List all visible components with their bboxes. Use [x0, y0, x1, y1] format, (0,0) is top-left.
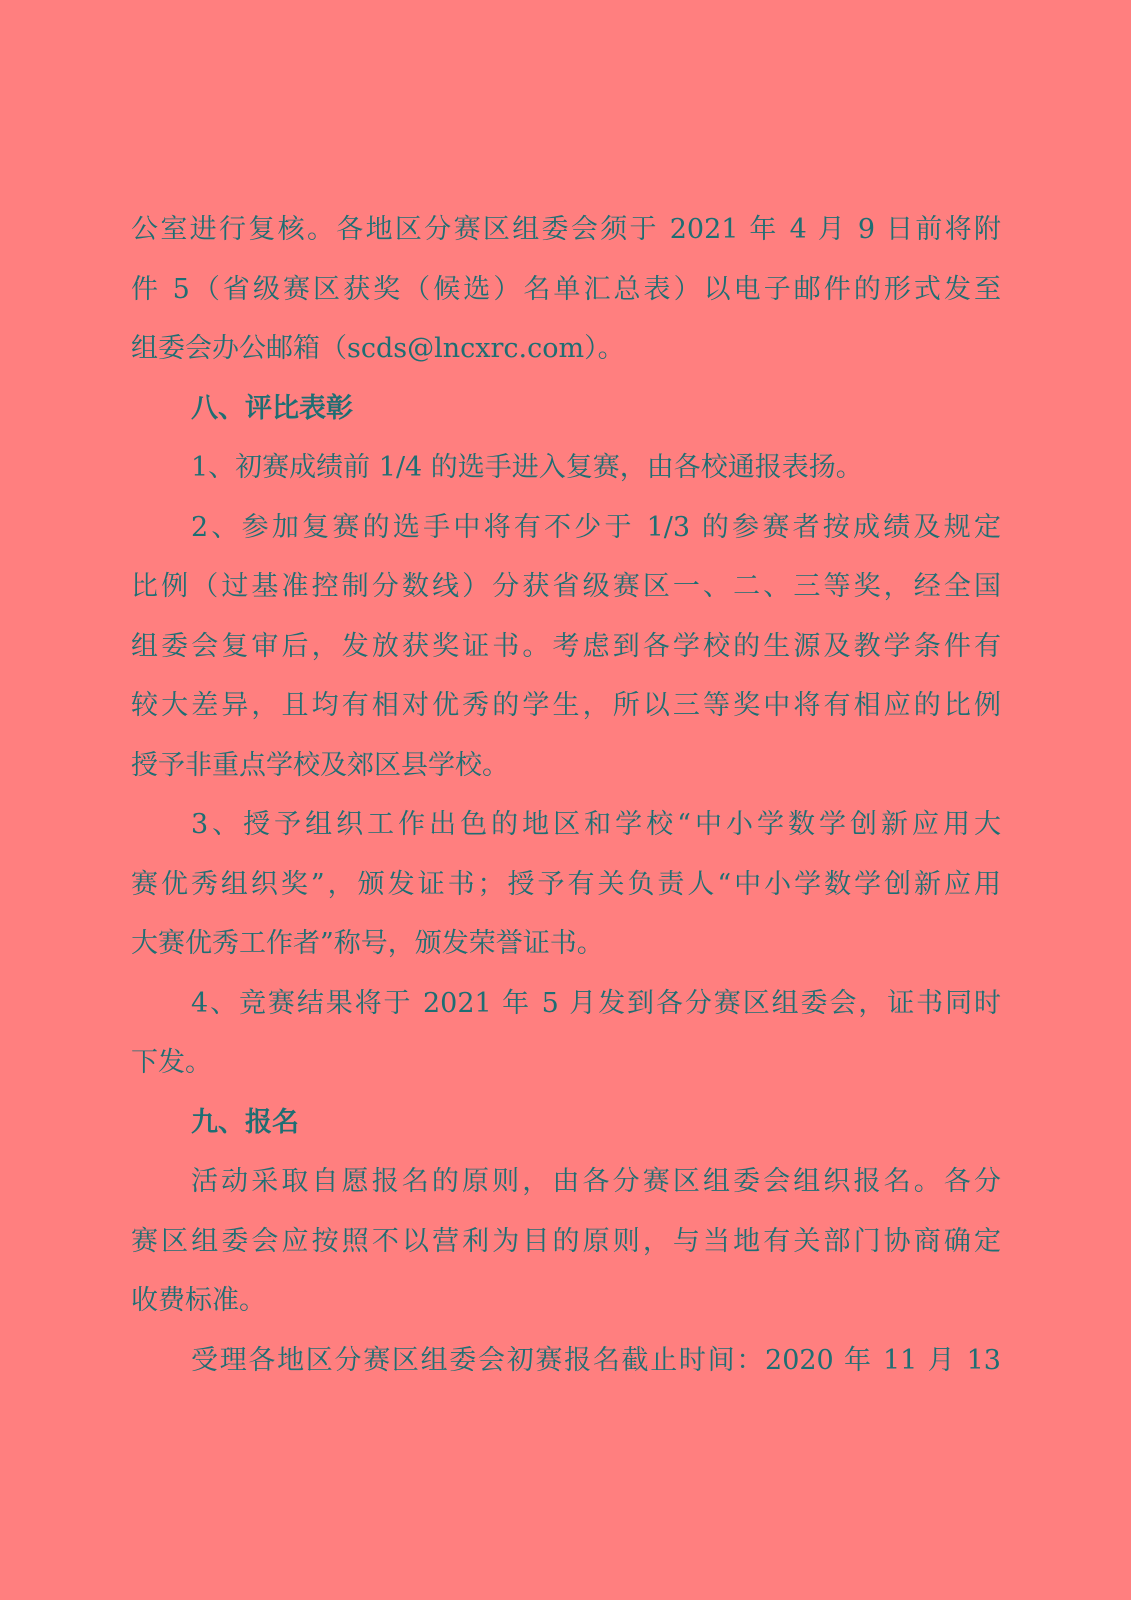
section-heading-evaluation: 八、评比表彰 — [191, 392, 353, 424]
paragraph-line: 授予非重点学校及郊区县学校。 — [131, 749, 509, 781]
document-body — [131, 200, 1001, 1390]
paragraph-line: 组委会复审后，发放获奖证书。考虑到各学校的生源及教学条件有 — [131, 630, 1001, 662]
paragraph-line: 赛优秀组织奖”，颁发证书；授予有关负责人“中小学数学创新应用 — [131, 868, 1001, 900]
paragraph-line: 组委会办公邮箱（scds@lncxrc.com）。 — [131, 333, 625, 364]
paragraph-line: 比例（过基准控制分数线）分获省级赛区一、二、三等奖，经全国 — [131, 571, 1001, 602]
paragraph-line: 件 5（省级赛区获奖（候选）名单汇总表）以电子邮件的形式发至 — [131, 273, 1001, 305]
paragraph-line: 受理各地区分赛区组委会初赛报名截止时间：2020 年 11 月 13 — [191, 1344, 1001, 1376]
paragraph-line: 收费标准。 — [131, 1285, 266, 1316]
paragraph-line: 4、竞赛结果将于 2021 年 5 月发到各分赛区组委会，证书同时 — [191, 987, 1001, 1019]
paragraph-line: 1、初赛成绩前 1/4 的选手进入复赛，由各校通报表扬。 — [191, 452, 863, 483]
section-heading-registration: 九、报名 — [191, 1106, 299, 1138]
paragraph-line: 赛区组委会应按照不以营利为目的原则，与当地有关部门协商确定 — [131, 1225, 1001, 1257]
paragraph-line: 公室进行复核。各地区分赛区组委会须于 2021 年 4 月 9 日前将附 — [131, 214, 1001, 245]
paragraph-line: 下发。 — [131, 1047, 212, 1078]
paragraph-line: 较大差异，且均有相对优秀的学生，所以三等奖中将有相应的比例 — [131, 690, 1001, 721]
paragraph-line: 活动采取自愿报名的原则，由各分赛区组委会组织报名。各分 — [191, 1166, 1001, 1197]
paragraph-line: 3、授予组织工作出色的地区和学校“中小学数学创新应用大 — [191, 809, 1001, 840]
paragraph-line: 2、参加复赛的选手中将有不少于 1/3 的参赛者按成绩及规定 — [191, 511, 1001, 543]
paragraph-line: 大赛优秀工作者”称号，颁发荣誉证书。 — [131, 928, 604, 959]
